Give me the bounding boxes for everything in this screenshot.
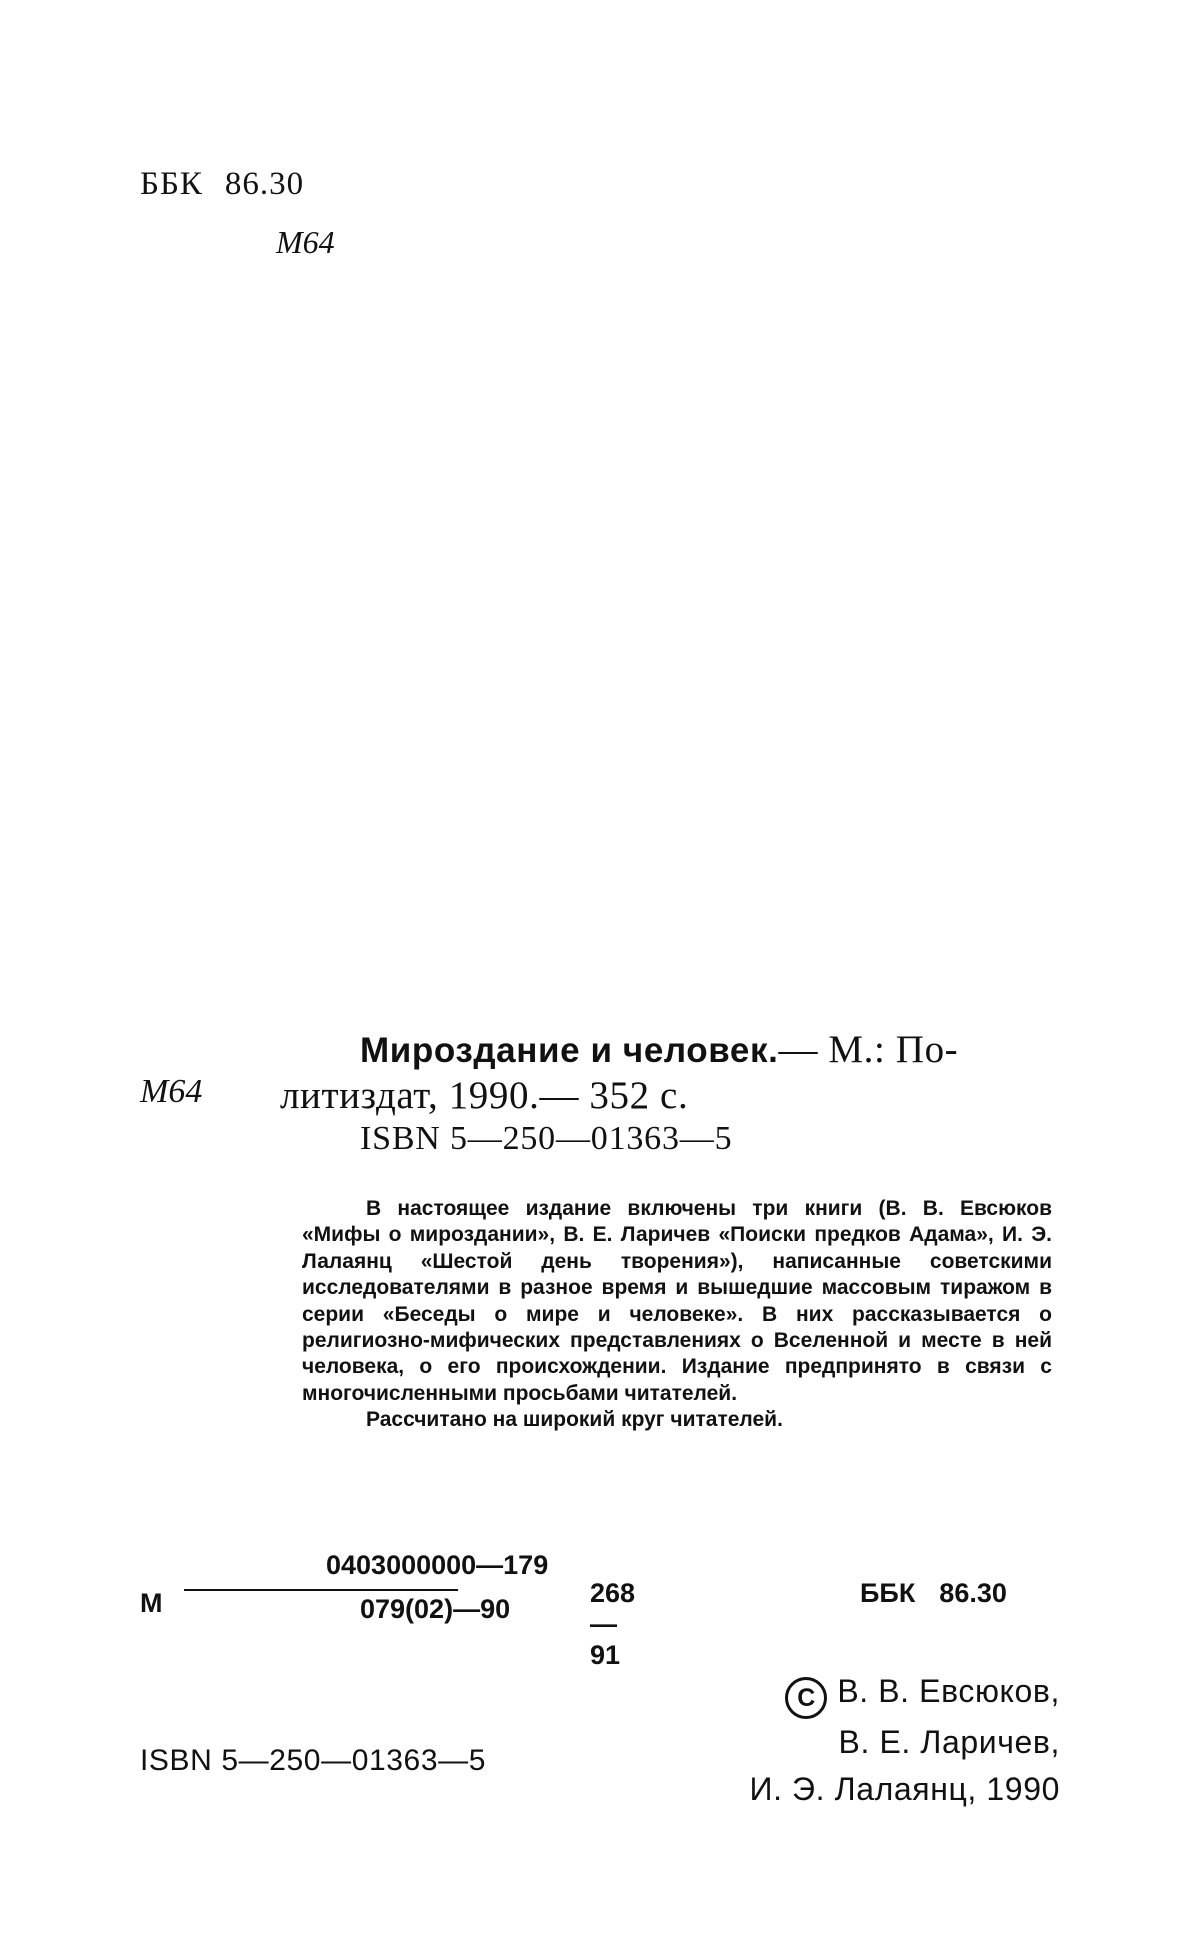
bbk-code: 86.30 [939,1578,1007,1608]
bbk-label: ББК [140,166,203,202]
entry-author-sign: М64 [140,1073,203,1110]
book-title: Мироздание и человек. [360,1031,779,1070]
author-sign-top: М64 [276,224,335,260]
formula-tail: 268—91 [590,1578,636,1670]
annotation-audience: Рассчитано на широкий круг читателей. [366,1408,783,1432]
copyright-block [680,1668,1060,1813]
formula-fraction-rule [184,1589,458,1591]
copyright-icon: C [785,1677,827,1719]
bbk-classification-bottom [860,1578,1007,1609]
annotation [302,1196,1052,1434]
entry-title-line [360,1027,958,1072]
entry-publisher-start: — М.: По- [778,1028,959,1071]
bbk-code: 86.30 [224,166,305,202]
isbn-bottom: ISBN 5—250—01363—5 [140,1744,487,1777]
entry-publisher-line: литиздат, 1990.— 352 с. [280,1074,689,1117]
copyright-holder: В. Е. Ларичев, [838,1724,1060,1760]
bbk-label: ББК [860,1578,916,1608]
formula-numerator: 0403000000—179 [326,1550,549,1580]
formula-letter: М [140,1588,163,1618]
formula-denominator: 079(02)—90 [360,1594,511,1624]
copyright-line-1 [680,1668,1060,1719]
copyright-holder: В. В. Евсюков, [837,1673,1060,1709]
entry-isbn: ISBN 5—250—01363—5 [360,1120,733,1157]
copyright-holder: И. Э. Лалаянц, 1990 [749,1771,1060,1807]
annotation-paragraph: В настоящее издание включены три книги (В. В. Евсюков «Мифы о мироздании», В. Е. Ларичев «Поиски предков Адама», И. Э. Лалаянц «Шестой день творения»), написанные советскими исследователями в разное время и вышедшие массовым тиражом в серии «Беседы о мире и человеке». В них рассказывается о религиозно-мифических представлениях о Вселенной и месте в ней человека, о его происхождении. Издание предпринято в связи с многочисленными просьбами читателей. [302,1197,1052,1405]
bbk-classification-top [140,166,304,203]
